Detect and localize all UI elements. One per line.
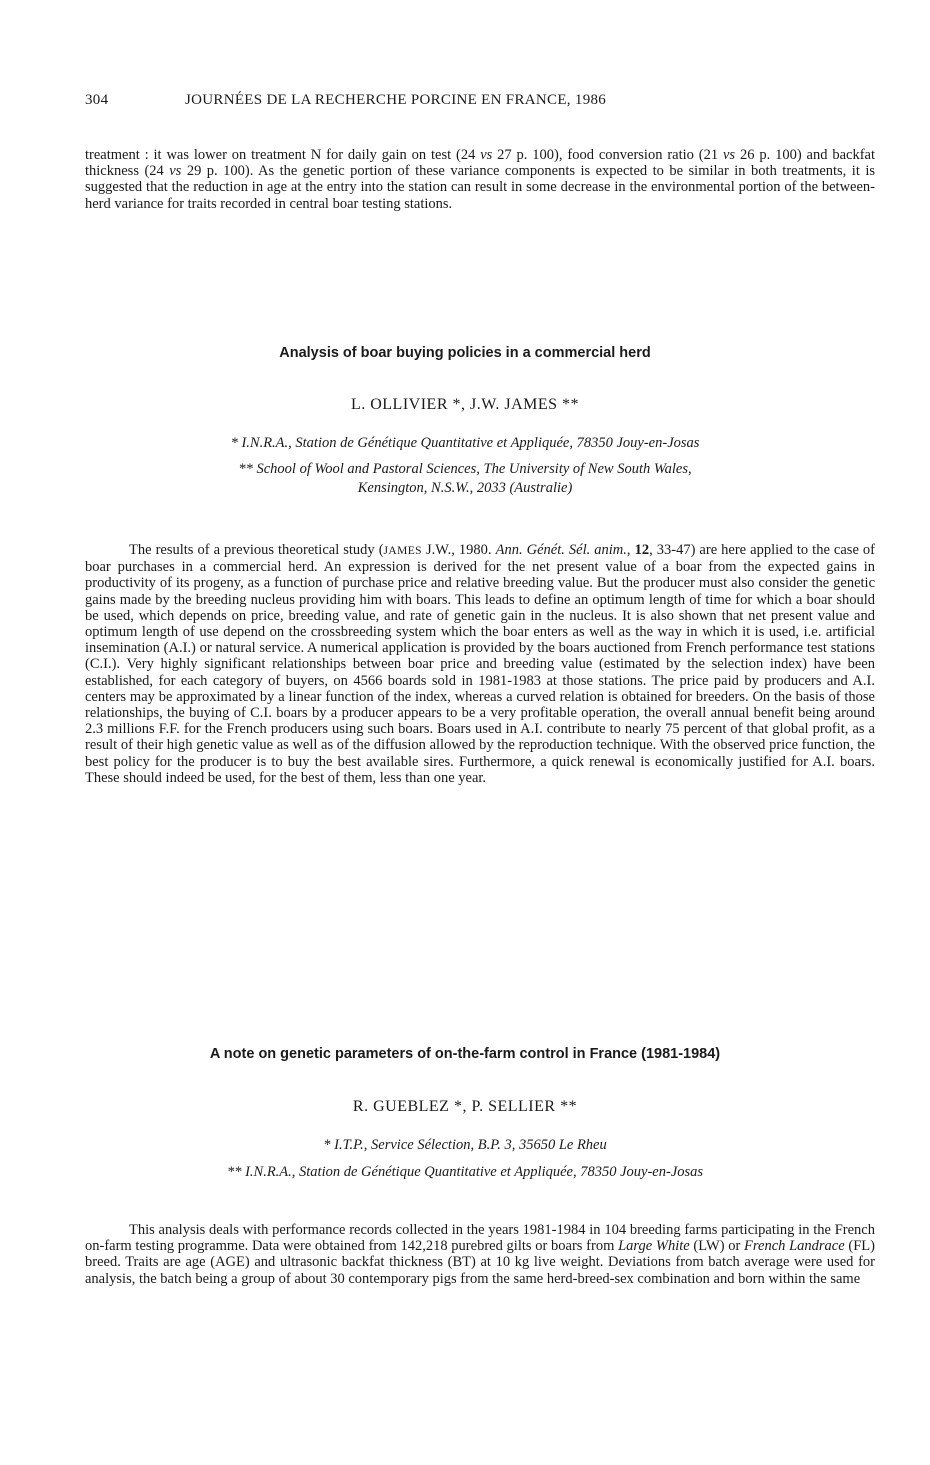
article-2-affiliation-2: ** I.N.R.A., Station de Génétique Quantitative et Appliquée, 78350 Jouy-en-Josas [226,1164,704,1180]
article-1-affiliation-1: * I.N.R.A., Station de Génétique Quantitative et Appliquée, 78350 Jouy-en-Josas [230,435,700,451]
breed-name: French Landrace [744,1238,845,1255]
text-run: 26 p. 100) and backfat thickness (24 [85,147,876,180]
continuation-paragraph [85,147,875,212]
article-2-abstract [85,1222,875,1287]
text-run: 29 p. 100). As the genetic portion of these variance components is expected to be similar in both treatments, it is suggested that the reduction in age at the entry into the station can result in some decrease in the environmental portion of the between-herd variance for traits recorded in central boar testing stations. [85,163,875,212]
article-2-title: A note on genetic parameters of on-the-farm control in France (1981-1984) [209,1046,721,1062]
text-run: (FL) breed. Traits are age (AGE) and ultrasonic backfat thickness (BT) at 10 kg live weight. Deviations from batch average were used for analysis, the batch being a group of about 30 contemporary pigs from the same herd-breed-sex combination and born within the same [85,1238,875,1287]
article-2-affiliation-1: * I.T.P., Service Sélection, B.P. 3, 35650 Le Rheu [323,1137,607,1153]
breed-name: Large White [618,1238,690,1255]
article-1-authors: L. OLLIVIER *, J.W. JAMES ** [350,396,580,413]
citation-author: JAMES [383,545,422,557]
citation-volume: 12 [634,542,650,558]
running-head [85,92,875,114]
article-1-title: Analysis of boar buying policies in a commercial herd [279,345,651,361]
text-run: , 33-47) are here applied to the case of boar purchases in a commercial herd. An expression is derived for the net present value of a boar from the expected gains in productivity of its progeny, as a function of purchase price and relative breeding value. But the producer must also consider the genetic gains made by the breeding nucleus providing him with boars. This leads to define an optimum length of time for which a boar should be used, which depends on price, breeding value, and rate of genetic gain in the nucleus. It is also shown that net present value and optimum length of use depend on the crossbreeding system which the boar enters as well as the way in which it is used, i.e. artificial insemination (A.I.) or natural service. A numerical application is provided by the boars auctioned from French performance test stations (C.I.). Very highly significant relationships between boar price and breeding value (estimated by the selection index) have been established, for each category of buyers, on 4566 boards sold in 1981-1983 at those stations. The price paid by producers and A.I. centers may be approximated by a linear function of the index, whereas a curved relation is obtained for breeders. On the basis of those relationships, the buying of C.I. boars by a producer appears to be a very profitable operation, the overall annual benefit being around 2.3 millions F.F. for the French producers using such boars. Boars used in A.I. contribute to nearly 75 percent of that global profit, as a result of their high genetic value as well as of the diffusion allowed by the reproduction technique. With the observed price function, the best policy for the producer is to buy the best available sires. Furthermore, a quick renewal is economically justified for A.I. boars. These should indeed be used, for the best of them, less than one year. [85,542,876,786]
text-run: 27 p. 100), food conversion ratio (21 [492,147,723,163]
text-run: vs [722,147,736,163]
page-number: 304 [85,92,109,108]
citation-journal: Ann. Génét. Sél. anim. [495,542,627,558]
article-1-affiliation-2-line-2: Kensington, N.S.W., 2033 (Australie) [357,480,573,496]
text-run: The results of a previous theoretical study ( [129,542,384,558]
text-run: , [626,542,635,558]
text-run: vs [169,163,182,180]
text-run: treatment : it was lower on treatment N for daily gain on test (24 [85,147,481,163]
article-1-affiliation-2-line-1: ** School of Wool and Pastoral Sciences, The University of New South Wales, [238,461,692,477]
text-run: (LW) or [689,1238,745,1255]
journal-title: JOURNÉES DE LA RECHERCHE PORCINE EN FRANCE, 1986 [185,92,607,108]
article-2-authors: R. GUEBLEZ *, P. SELLIER ** [352,1098,578,1115]
text-run: J.W., 1980. [421,542,496,558]
text-run: This analysis deals with performance records collected in the years 1981-1984 in 104 breeding farms participating in the French on-farm testing programme. Data were obtained from 142,218 purebred gilts or boars from [85,1222,875,1255]
article-1-abstract [85,542,875,786]
text-run: vs [480,147,493,163]
